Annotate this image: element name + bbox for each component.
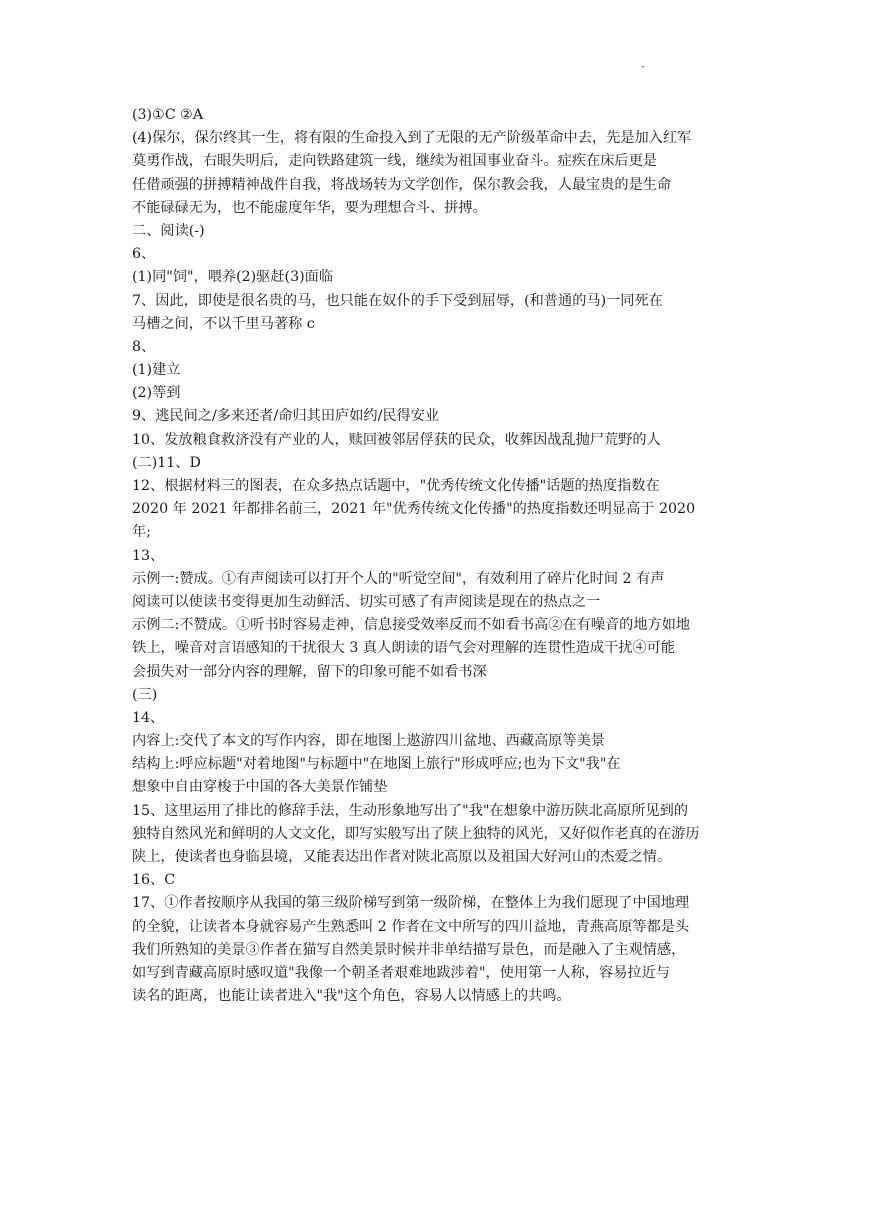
- text-line: 年;: [132, 524, 151, 541]
- text-line: 2020 年 2021 年都排名前三，2021 年"优秀传统文化传播"的热度指数还明显高于 2020: [132, 501, 696, 518]
- text-line: 内容上:交代了本文的写作内容，即在地图上遨游四川盆地、西藏高原等美景: [132, 733, 605, 750]
- question-number: 14、: [132, 709, 165, 726]
- text-line: 独特自然风光和鲜明的人文文化，即写实般写出了陕上独特的风光，又好似作老真的在游历: [132, 825, 700, 842]
- text-line: 10、发放粮食救济没有产业的人，赎回被邻居俘获的民众，收葬因战乱抛尸荒野的人: [132, 431, 661, 448]
- text-line: 17、①作者按顺序从我国的第三级阶梯写到第一级阶梯，在整体上为我们愿现了中国地理: [132, 895, 690, 912]
- text-line: 示例一:赞成。①有声阅读可以打开个人的"听觉空间"，有效利用了碎片化时间 2 有声: [132, 570, 665, 587]
- text-line: 我们所熟知的美景③作者在猫写自然美景时候并非单结描写景色，而是融入了主观情感，: [132, 941, 686, 958]
- header-mark: ·: [641, 60, 645, 74]
- text-line: 12、根据材料三的图表，在众多热点话题中，"优秀传统文化传播"话题的热度指数在: [132, 478, 660, 494]
- question-number: 6、: [132, 246, 156, 263]
- text-line: 的全貌，让读者本身就容易产生熟悉叫 2 作者在文中所写的四川益地，青燕高原等都是头: [132, 918, 690, 935]
- text-line: 示例二:不赞成。①听书时容易走神，信息接受效率反而不如看书高②在有噪音的地方如地: [132, 617, 691, 634]
- text-line: 想象中自由穿梭于中国的各大美景作铺垫: [132, 779, 388, 796]
- text-line: (1)同"饲"，喂养(2)驱赶(3)面临: [132, 269, 334, 286]
- text-line: (1)建立: [132, 362, 181, 379]
- text-line: 7、因此，即使是很名贵的马，也只能在奴仆的手下受到屈辱，(和普通的马)一同死在: [132, 292, 663, 309]
- text-line: 莫勇作战，右眼失明后，走向铁路建筑一线，继续为祖国事业奋斗。症疾在床后更是: [132, 153, 657, 170]
- text-line: 陕上，使读者也身临县境，又能表达出作者对陕北高原以及祖国大好河山的杰爱之情。: [132, 849, 672, 865]
- text-line: 会损失对一部分内容的理解，留下的印象可能不如看书深: [132, 663, 487, 680]
- section-heading: (二)11、D: [132, 454, 201, 471]
- text-line: 铁上，噪音对言语感知的干扰很大 3 真人朗读的语气会对理解的连贯性造成干扰④可能: [132, 640, 675, 657]
- question-number: 13、: [132, 547, 165, 564]
- text-line: 9、逃民间之/多来还者/命归其田庐如约/民得安业: [132, 408, 440, 425]
- section-heading: 二、阅读(-): [132, 222, 205, 239]
- text-line: 马槽之间，不以千里马著称 c: [132, 315, 315, 332]
- text-line: 不能碌碌无为，也不能虚度年华，要为理想合斗、拼搏。: [132, 199, 487, 216]
- answer-text-body: [132, 104, 752, 1008]
- question-number: 8、: [132, 338, 156, 355]
- text-line: 16、C: [132, 872, 176, 889]
- text-line: (4)保尔，保尔终其一生，将有限的生命投入到了无限的无产阶级革命中去，先是加入红军: [132, 130, 692, 147]
- text-line: 读名的距离，也能让读者进入"我"这个角色，容易人以情感上的共鸣。: [132, 988, 571, 1005]
- section-heading: (三): [132, 686, 158, 703]
- text-line: 如写到青藏高原时感叹道"我像一个朝圣者艰难地跋涉着"，使用第一人称，容易拉近与: [132, 964, 670, 981]
- text-line: 任借顽强的拼搏精神战件自我，将战场转为文学创作，保尔教会我，人最宝贵的是生命: [132, 176, 672, 193]
- text-line: 阅读可以使读书变得更加生动鲜活、切实可感了有声阅读是现在的热点之一: [132, 593, 601, 610]
- text-line: 结构上:呼应标题"对着地图"与标题中"在地图上旅行"形成呼应;也为下文"我"在: [132, 756, 621, 773]
- text-line: (3)①C ②A: [132, 107, 204, 123]
- text-line: (2)等到: [132, 385, 181, 402]
- text-line: 15、这里运用了排比的修辞手法，生动形象地写出了"我"在想象中游历陕北高原所见到的: [132, 802, 689, 819]
